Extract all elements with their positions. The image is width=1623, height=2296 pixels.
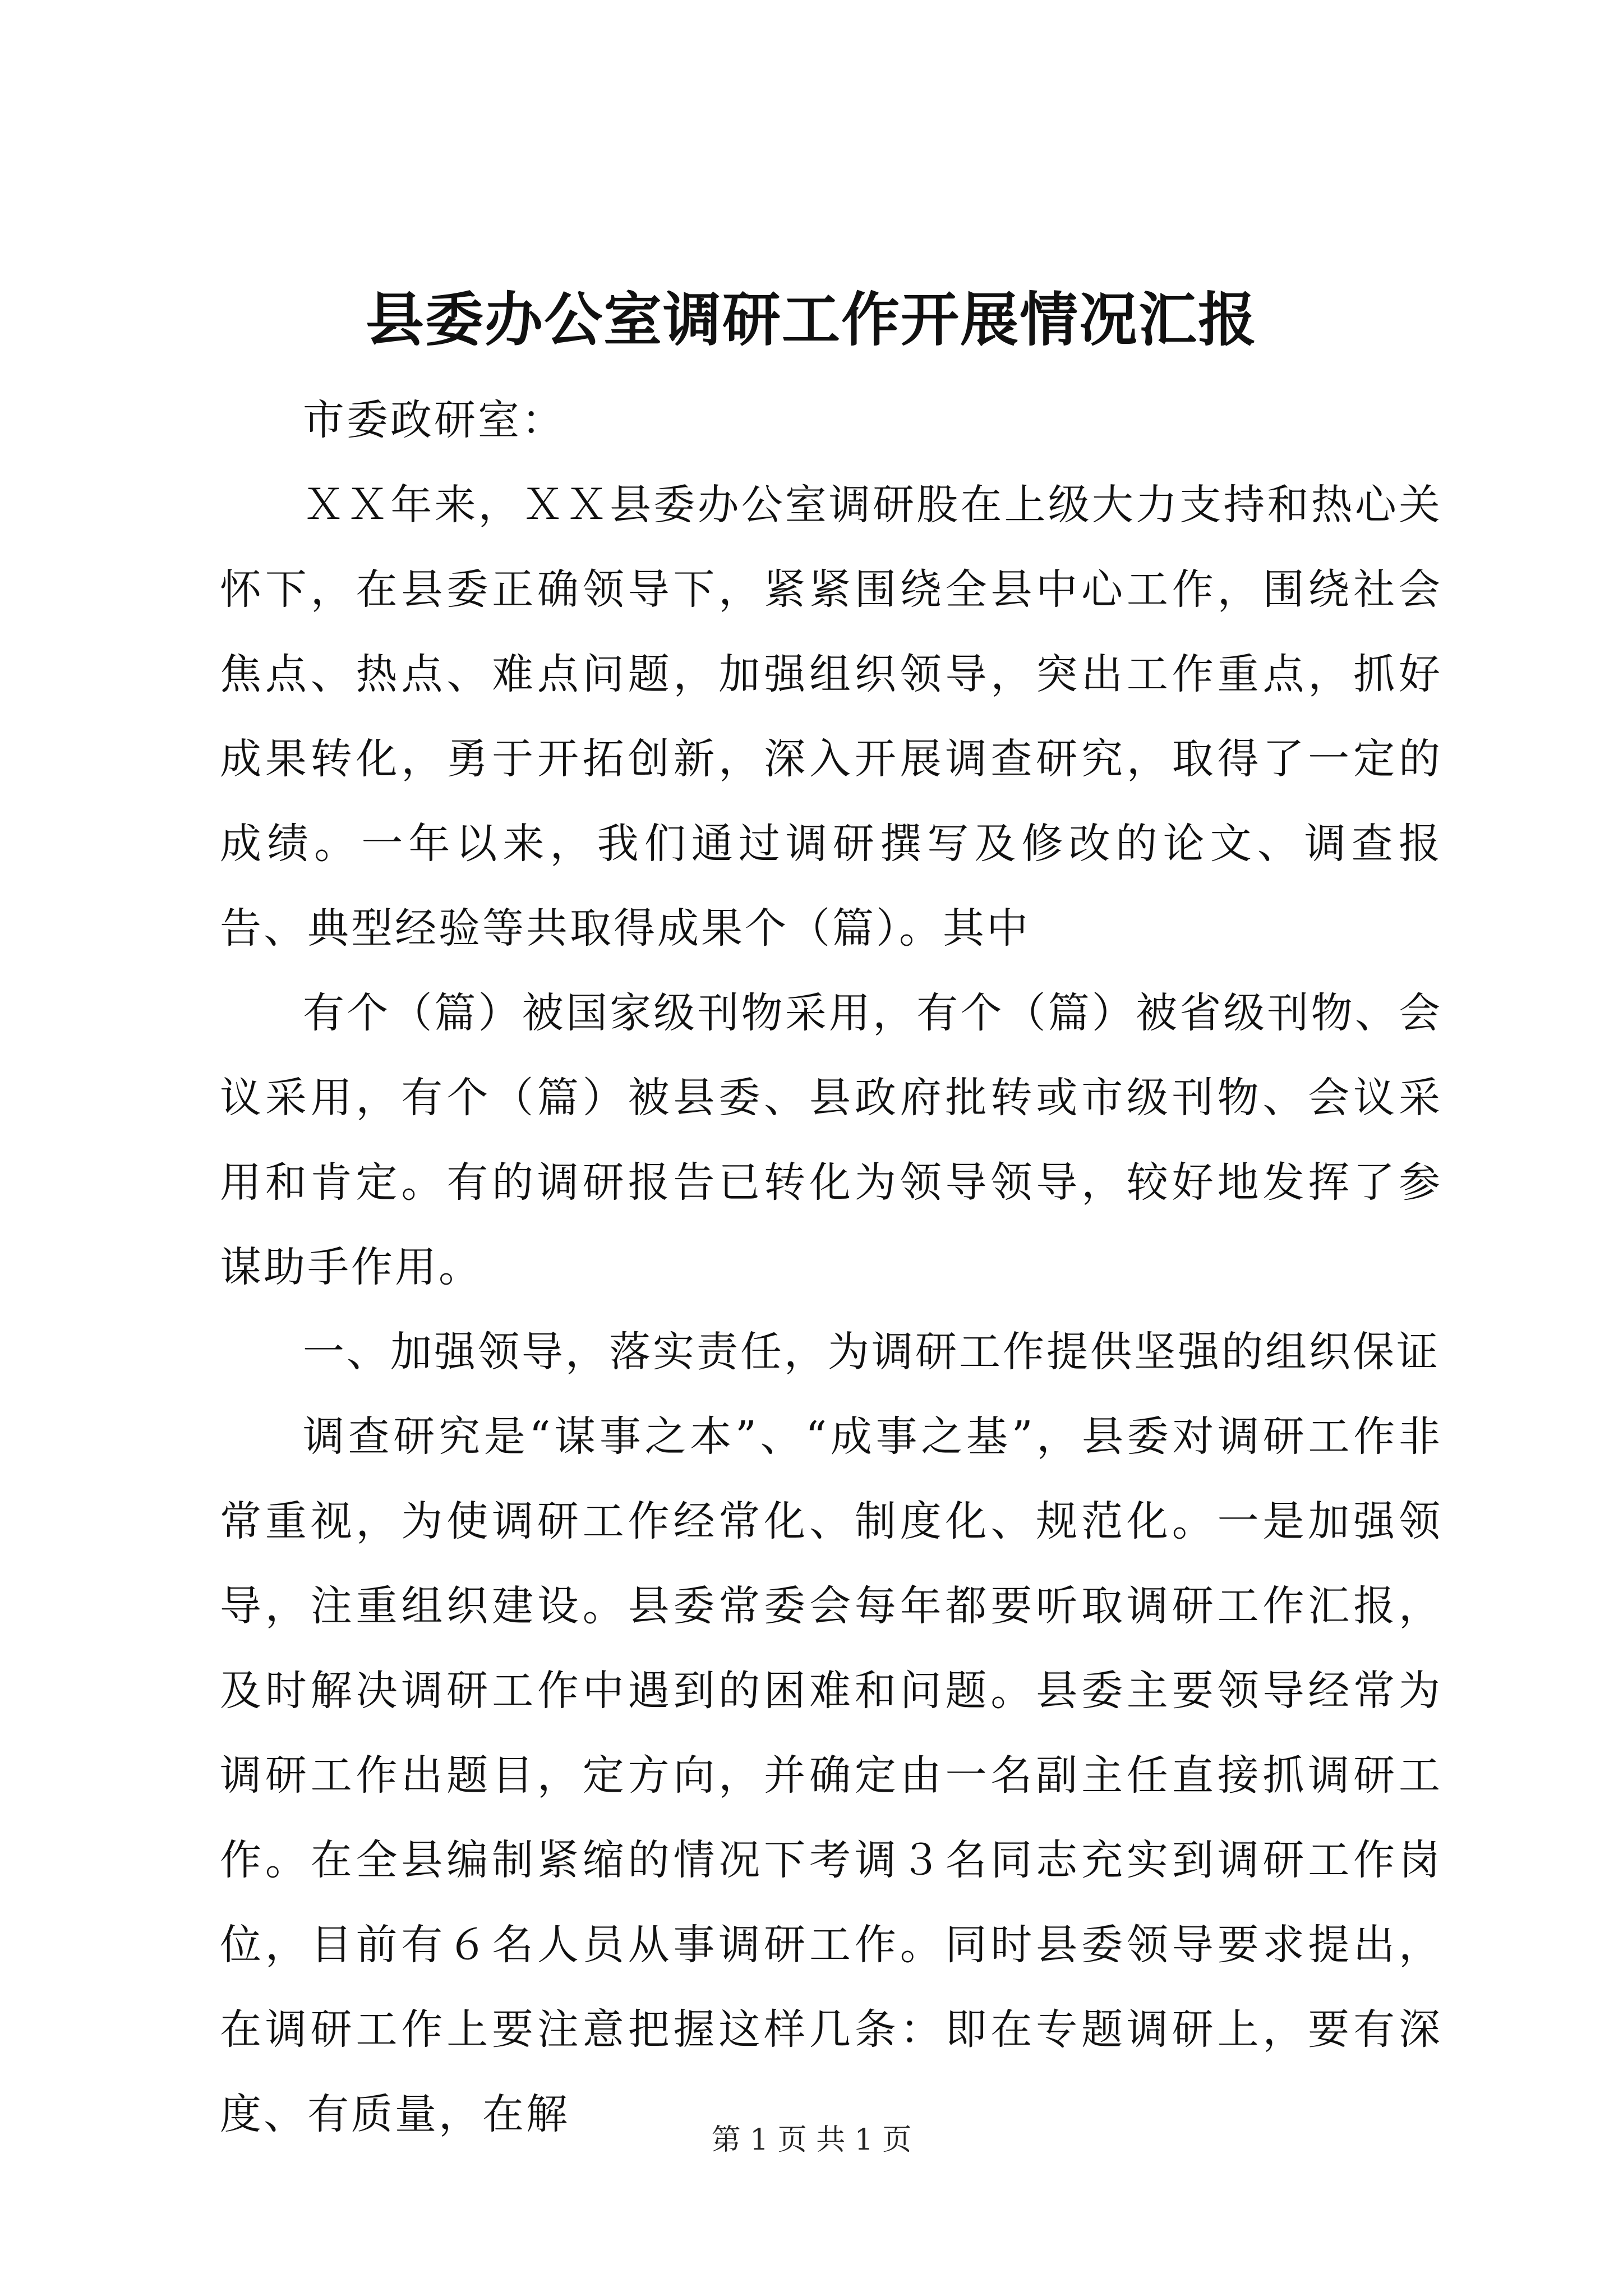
section-heading-1: 一、加强领导，落实责任，为调研工作提供坚强的组织保证 [303, 1328, 1440, 1376]
salutation: 市委政研室： [303, 396, 565, 444]
body-paragraph-results: 有个（篇）被国家级刊物采用，有个（篇）被省级刊物、会议采用，有个（篇）被县委、县政府批转或市级刊物、会议采用和肯定。有的调研报告已转化为领导领导，较好地发挥了参谋助手作用。 [220, 989, 1442, 1291]
document-title: 县委办公室调研工作开展情况汇报 [365, 285, 1257, 354]
body-paragraph-section-1: 调查研究是“谋事之本”、“成事之基”，县委对调研工作非常重视，为使调研工作经常化、制度化、规范化。一是加强领导，注重组织建设。县委常委会每年都要听取调研工作汇报，及时解决调研工作中遇到的困难和问题。县委主要领导经常为调研工作出题目，定方向，并确定由一名副主任直接抓调研工作。在全县编制紧缩的情况下考调３名同志充实到调研工作岗位，目前有６名人员从事调研工作。同时县委领导要求提出，在调研工作上要注意把握这样几条：即在专题调研上，要有深度、有质量，在解 [220, 1412, 1442, 2138]
body-paragraph-intro: ＸＸ年来，ＸＸ县委办公室调研股在上级大力支持和热心关怀下，在县委正确领导下，紧紧围绕全县中心工作，围绕社会焦点、热点、难点问题，加强组织领导，突出工作重点，抓好成果转化，勇于开拓创新，深入开展调查研究，取得了一定的成绩。一年以来，我们通过调研撰写及修改的论文、调查报告、典型经验等共取得成果个（篇）。其中 [220, 481, 1442, 953]
page-footer: 第 1 页 共 1 页 [711, 2123, 912, 2157]
document-body [220, 378, 1442, 2157]
